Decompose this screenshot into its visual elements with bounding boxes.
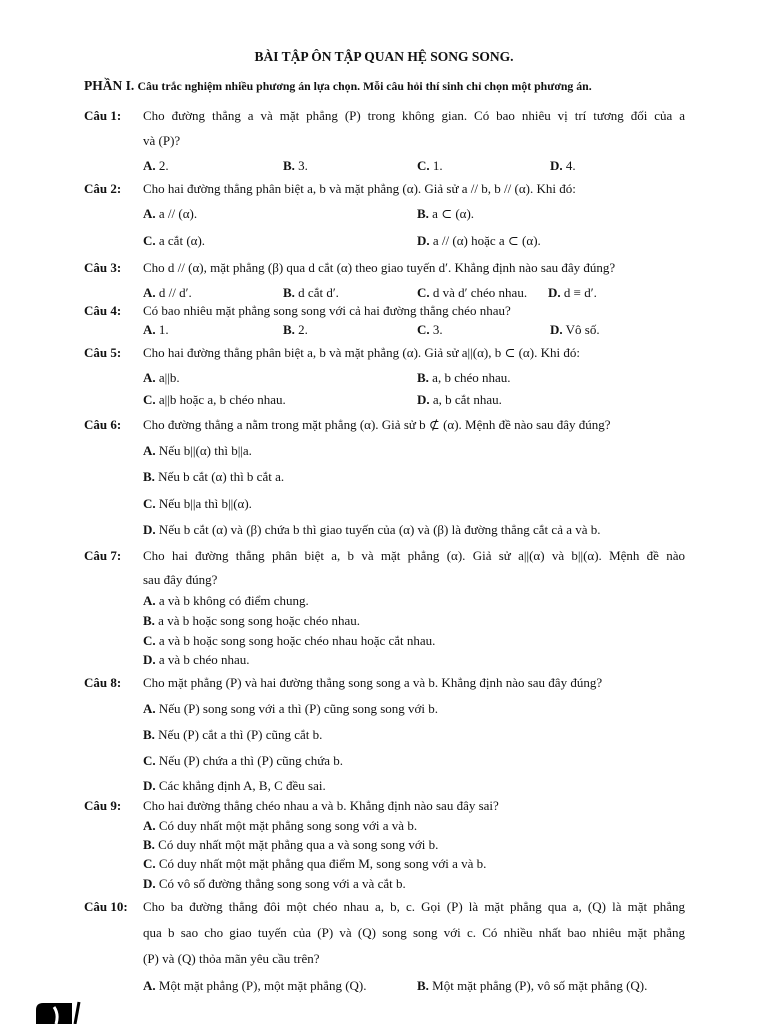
question-10-stem-line-3: (P) và (Q) thỏa mãn yêu cầu trên?	[143, 951, 320, 966]
question-4-stem: Có bao nhiêu mặt phẳng song song với cả hai đường thẳng chéo nhau?	[143, 303, 511, 318]
option-key: D.	[417, 233, 430, 248]
question-1-option-c	[417, 158, 443, 174]
option-text: a, b cắt nhau.	[432, 392, 502, 407]
question-9-option-c	[143, 856, 486, 872]
question-8-option-a	[143, 701, 438, 717]
option-key: C.	[143, 753, 156, 768]
option-text: 2.	[298, 322, 308, 337]
option-key: B.	[417, 206, 429, 221]
question-9-label: Câu 9:	[84, 798, 122, 813]
question-5-option-a	[143, 370, 180, 386]
option-text: Nếu b cắt (α) và (β) chứa b thì giao tuyến của (α) và (β) là đường thẳng cắt cả a và b.	[158, 522, 601, 537]
section-header	[84, 78, 592, 94]
question-1-label: Câu 1:	[84, 108, 122, 123]
option-text: a và b không có điểm chung.	[158, 593, 309, 608]
question-5-option-b	[417, 370, 511, 386]
option-key: C.	[417, 285, 430, 300]
option-key: B.	[143, 837, 155, 852]
option-key: D.	[143, 652, 156, 667]
option-text: Có duy nhất một mặt phẳng qua a và song song với b.	[158, 837, 439, 852]
option-key: D.	[143, 522, 156, 537]
option-text: d ≡ d′.	[563, 285, 597, 300]
question-8-option-b	[143, 727, 322, 743]
page-title: BÀI TẬP ÔN TẬP QUAN HỆ SONG SONG.	[254, 49, 514, 64]
question-10-stem-line-1: Cho ba đường thẳng đôi một chéo nhau a, b, c. Gọi (P) là mặt phẳng qua a, (Q) là mặt phẳng	[143, 899, 685, 914]
question-7-label: Câu 7:	[84, 548, 122, 563]
question-3-option-b	[283, 285, 339, 301]
question-10-label: Câu 10:	[84, 899, 128, 914]
question-1-stem-line-1: Cho đường thẳng a và mặt phẳng (P) trong không gian. Có bao nhiêu vị trí tương đối của a	[143, 108, 685, 123]
option-text: a và b hoặc song song hoặc chéo nhau.	[158, 613, 360, 628]
option-key: B.	[283, 285, 295, 300]
question-6-option-b	[143, 469, 284, 485]
question-2-option-c	[143, 233, 205, 249]
option-key: C.	[143, 392, 156, 407]
question-4-option-d	[550, 322, 600, 338]
question-6-option-d	[143, 522, 601, 538]
option-key: A.	[143, 443, 156, 458]
option-text: a||b.	[158, 370, 180, 385]
option-text: Nếu (P) chứa a thì (P) cũng chứa b.	[158, 753, 344, 768]
option-key: A.	[143, 285, 156, 300]
option-text: a // (α).	[158, 206, 198, 221]
question-2-option-a	[143, 206, 197, 222]
section-label: PHẦN I.	[84, 78, 135, 93]
option-text: Một mặt phẳng (P), vô số mặt phẳng (Q).	[432, 978, 648, 993]
option-key: A.	[143, 322, 156, 337]
option-text: Nếu b cắt (α) thì b cắt a.	[158, 469, 285, 484]
question-2-option-b	[417, 206, 474, 222]
question-9-option-a	[143, 818, 417, 834]
question-7-stem-line-1: Cho hai đường thẳng phân biệt a, b và mặt phẳng (α). Giả sử a||(α) và b||(α). Mệnh đề nào	[143, 548, 685, 563]
option-text: a và b hoặc song song hoặc chéo nhau hoặc cắt nhau.	[158, 633, 436, 648]
option-key: B.	[417, 978, 429, 993]
option-text: 1.	[432, 158, 443, 173]
option-text: d // d′.	[158, 285, 192, 300]
question-3-option-d	[548, 285, 597, 301]
option-key: A.	[143, 370, 156, 385]
option-text: a||b hoặc a, b chéo nhau.	[158, 392, 286, 407]
question-9-option-d	[143, 876, 406, 892]
question-3-option-a	[143, 285, 192, 301]
option-text: d cắt d′.	[298, 285, 339, 300]
question-4-option-b	[283, 322, 308, 338]
option-text: Nếu (P) cắt a thì (P) cũng cắt b.	[158, 727, 323, 742]
option-text: a ⊂ (α).	[432, 206, 475, 221]
option-key: B.	[143, 469, 155, 484]
option-text: a và b chéo nhau.	[158, 652, 250, 667]
question-2-option-d	[417, 233, 541, 249]
question-6-stem: Cho đường thẳng a nằm trong mặt phẳng (α). Giả sử b ⊄ (α). Mệnh đề nào sau đây đúng?	[143, 417, 611, 432]
question-8-option-d	[143, 778, 326, 794]
option-text: Có vô số đường thẳng song song với a và cắt b.	[158, 876, 406, 891]
option-key: A.	[143, 206, 156, 221]
question-6-label: Câu 6:	[84, 417, 122, 432]
option-key: C.	[143, 856, 156, 871]
option-key: C.	[143, 233, 156, 248]
question-1-stem-line-2: và (P)?	[143, 133, 181, 148]
question-2-stem: Cho hai đường thẳng phân biệt a, b và mặt phẳng (α). Giả sử a // b, b // (α). Khi đó:	[143, 181, 576, 196]
question-1-option-a	[143, 158, 169, 174]
question-7-option-a	[143, 593, 309, 609]
option-text: Có duy nhất một mặt phẳng qua điểm M, song song với a và b.	[158, 856, 487, 871]
question-2-label: Câu 2:	[84, 181, 122, 196]
question-8-option-c	[143, 753, 343, 769]
option-key: A.	[143, 978, 156, 993]
option-text: 2.	[158, 158, 169, 173]
option-text: 1.	[158, 322, 169, 337]
option-key: D.	[548, 285, 561, 300]
question-8-label: Câu 8:	[84, 675, 122, 690]
question-6-option-a	[143, 443, 252, 459]
logo-fragment-icon	[32, 998, 88, 1024]
question-5-label: Câu 5:	[84, 345, 122, 360]
question-4-label: Câu 4:	[84, 303, 122, 318]
question-7-option-d	[143, 652, 250, 668]
question-10-stem-line-2: qua b sao cho giao tuyến của (P) và (Q) song song với c. Có nhiều nhất bao nhiêu mặt phẳng	[143, 925, 685, 940]
question-4-option-c	[417, 322, 443, 338]
option-key: B.	[283, 158, 295, 173]
option-text: Nếu (P) song song với a thì (P) cũng song song với b.	[158, 701, 439, 716]
question-6-option-c	[143, 496, 252, 512]
question-7-option-c	[143, 633, 435, 649]
question-10-option-a	[143, 978, 367, 994]
question-5-option-d	[417, 392, 502, 408]
option-text: a cắt (α).	[158, 233, 206, 248]
option-text: 3.	[432, 322, 443, 337]
option-key: D.	[550, 322, 563, 337]
question-3-option-c	[417, 285, 527, 301]
question-10-option-b	[417, 978, 647, 994]
option-key: D.	[143, 778, 156, 793]
option-key: D.	[417, 392, 430, 407]
option-key: C.	[417, 158, 430, 173]
section-instructions: Câu trắc nghiệm nhiều phương án lựa chọn. Mỗi câu hỏi thí sinh chỉ chọn một phương án.	[137, 79, 592, 93]
question-1-option-d	[550, 158, 576, 174]
option-key: C.	[143, 496, 156, 511]
question-8-stem: Cho mặt phẳng (P) và hai đường thẳng song song a và b. Khẳng định nào sau đây đúng?	[143, 675, 603, 690]
question-5-stem: Cho hai đường thẳng phân biệt a, b và mặt phẳng (α). Giả sử a||(α), b ⊂ (α). Khi đó:	[143, 345, 580, 360]
option-key: C.	[143, 633, 156, 648]
option-text: a, b chéo nhau.	[432, 370, 511, 385]
option-key: D.	[550, 158, 563, 173]
question-4-option-a	[143, 322, 169, 338]
option-key: C.	[417, 322, 430, 337]
question-5-option-c	[143, 392, 286, 408]
option-text: Có duy nhất một mặt phẳng song song với a và b.	[158, 818, 418, 833]
option-key: A.	[143, 158, 156, 173]
option-key: A.	[143, 593, 156, 608]
option-key: A.	[143, 818, 156, 833]
option-key: B.	[143, 613, 155, 628]
option-text: Nếu b||a thì b||(α).	[158, 496, 252, 511]
question-3-stem: Cho d // (α), mặt phẳng (β) qua d cắt (α) theo giao tuyến d′. Khẳng định nào sau đây đúng?	[143, 260, 616, 275]
option-text: Một mặt phẳng (P), một mặt phẳng (Q).	[158, 978, 367, 993]
question-9-option-b	[143, 837, 438, 853]
option-key: B.	[283, 322, 295, 337]
option-text: a // (α) hoặc a ⊂ (α).	[432, 233, 541, 248]
option-text: Các khẳng định A, B, C đều sai.	[158, 778, 326, 793]
option-text: 3.	[298, 158, 308, 173]
question-7-option-b	[143, 613, 360, 629]
option-key: D.	[143, 876, 156, 891]
option-key: B.	[417, 370, 429, 385]
option-text: Nếu b||(α) thì b||a.	[158, 443, 252, 458]
question-1-option-b	[283, 158, 308, 174]
option-key: A.	[143, 701, 156, 716]
question-7-stem-line-2: sau đây đúng?	[143, 572, 218, 587]
question-9-stem: Cho hai đường thẳng chéo nhau a và b. Khẳng định nào sau đây sai?	[143, 798, 499, 813]
question-3-label: Câu 3:	[84, 260, 122, 275]
option-key: B.	[143, 727, 155, 742]
option-text: Vô số.	[565, 322, 600, 337]
option-text: d và d′ chéo nhau.	[432, 285, 528, 300]
option-text: 4.	[565, 158, 576, 173]
